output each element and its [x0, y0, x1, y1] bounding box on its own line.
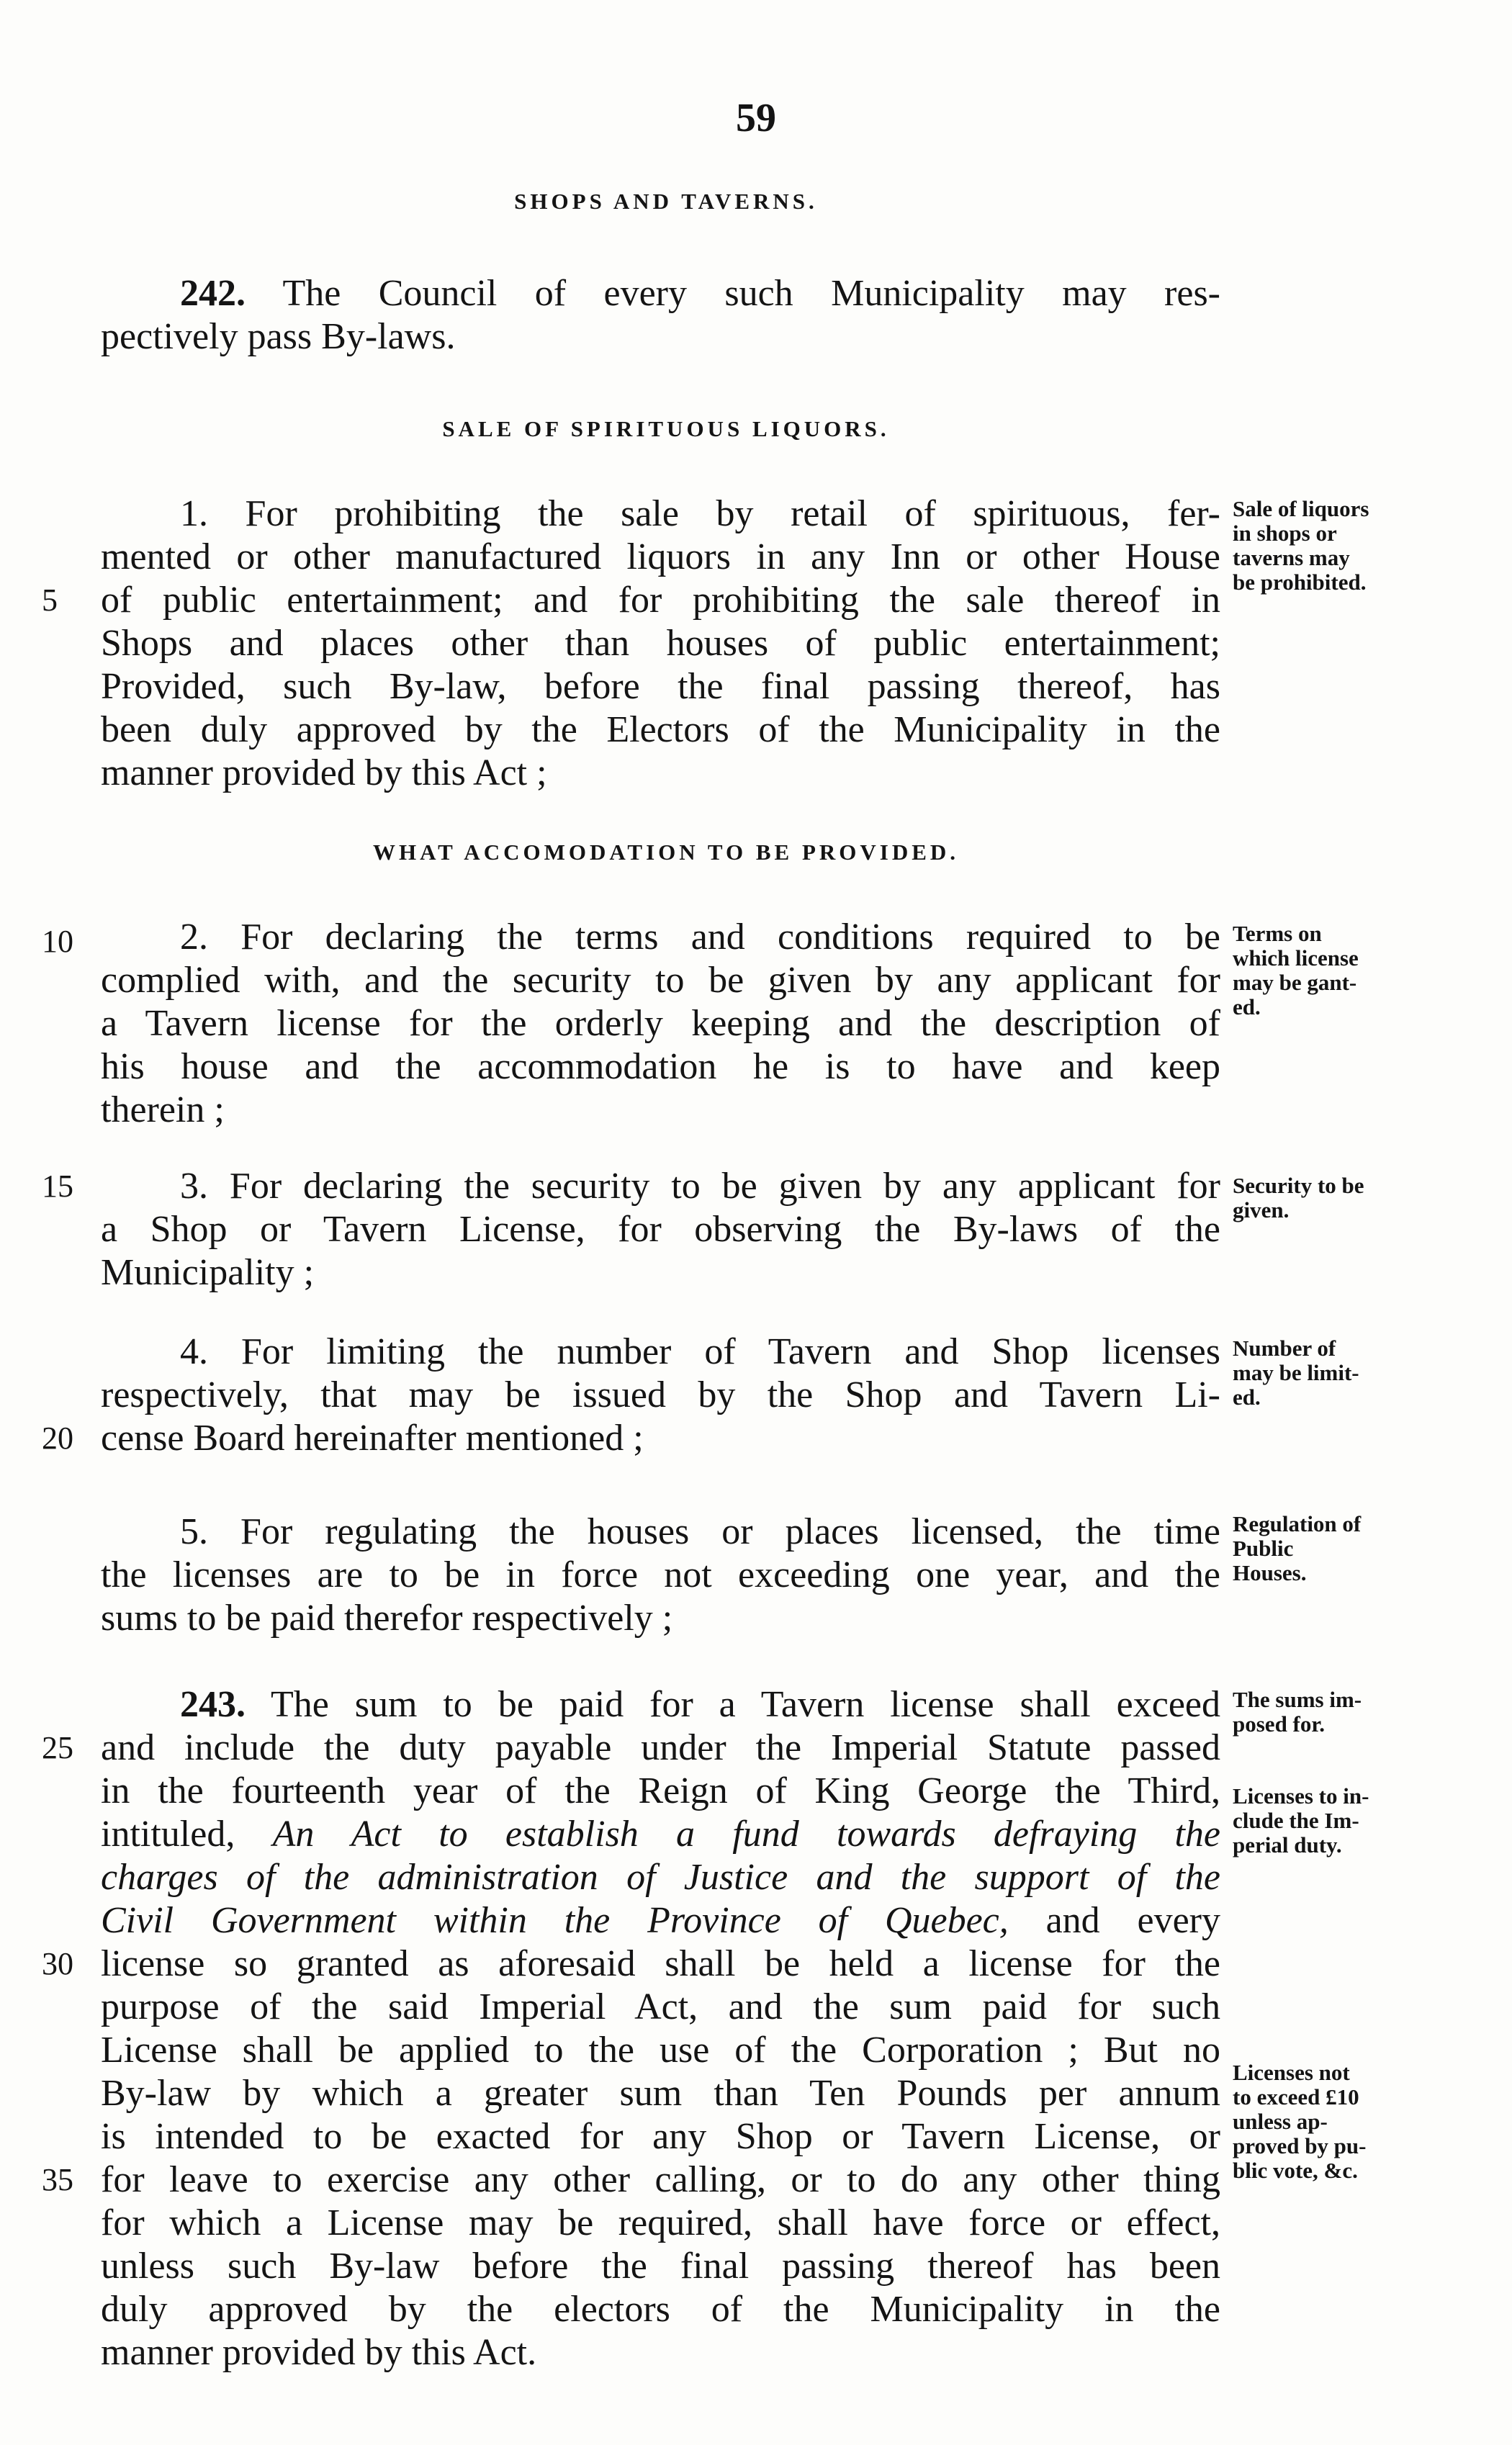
section-heading-sale-of-spirituous-liquors: SALE OF SPIRITUOUS LIQUORS. — [442, 416, 890, 441]
clause-3 — [101, 1165, 1220, 1294]
line-number: 5 — [42, 582, 58, 618]
text-line: 242. The Council of every such Municipality may res- — [180, 273, 1220, 314]
paragraph-242 — [101, 272, 1220, 359]
line-number: 15 — [42, 1169, 73, 1204]
clause-number: 2. — [180, 917, 208, 958]
line-number: 30 — [42, 1946, 73, 1981]
clause-2 — [101, 916, 1220, 1132]
clause-5 — [101, 1510, 1220, 1640]
text-line: manner provided by this Act. — [101, 2332, 537, 2373]
line-number: 10 — [42, 924, 73, 959]
line-number: 20 — [42, 1420, 73, 1456]
text-line: Provided, such By-law, before the final passing thereof, has — [101, 666, 1220, 707]
text-line: By-law by which a greater sum than Ten Pounds per annum — [101, 2073, 1220, 2114]
statute-title: Civil Government within the Province of Quebec, — [101, 1900, 1009, 1941]
text-line: Municipality ; — [101, 1252, 315, 1293]
text-line: 3. For declaring the security to be given by any applicant for — [180, 1166, 1220, 1207]
margin-note-sale-of-liquors: Sale of liquors in shops or taverns may be prohibited. — [1233, 496, 1369, 595]
section-heading-shops-and-taverns: SHOPS AND TAVERNS. — [514, 189, 818, 214]
margin-note-regulation-of-public-houses: Regulation of Public Houses. — [1233, 1511, 1362, 1585]
clause-number: 4. — [180, 1331, 208, 1372]
margin-note-terms-on-which-license: Terms on which license may be gant- ed. — [1233, 921, 1359, 1019]
clause-number: 3. — [180, 1166, 208, 1207]
text-line: therein ; — [101, 1089, 225, 1130]
text-line: mented or other manufactured liquors in any Inn or other House — [101, 536, 1220, 577]
text-line: for which a License may be required, shall have force or effect, — [101, 2202, 1220, 2243]
statute-title: charges of the administration of Justice and the support of the — [101, 1857, 1220, 1898]
text-line: Civil Government within the Province of Quebec, and every — [101, 1900, 1220, 1941]
text-line: sums to be paid therefor respectively ; — [101, 1598, 673, 1639]
text-line: and include the duty payable under the Imperial Statute passed — [101, 1727, 1220, 1768]
section-heading-what-accomodation: WHAT ACCOMODATION TO BE PROVIDED. — [372, 839, 960, 865]
text-line: a Shop or Tavern License, for observing the By-laws of the — [101, 1209, 1220, 1250]
clause-number: 5. — [180, 1511, 208, 1552]
text-line: pectively pass By-laws. — [101, 316, 456, 357]
text-line: 2. For declaring the terms and conditions required to be — [180, 917, 1220, 958]
statute-title: An Act to establish a fund towards defraying the — [272, 1814, 1221, 1855]
text-line — [101, 1856, 1220, 1899]
text-line: of public entertainment; and for prohibiting the sale thereof in — [101, 580, 1220, 621]
section-number: 243. — [180, 1684, 246, 1725]
text-line: License shall be applied to the use of the Corporation ; But no — [101, 2030, 1220, 2071]
paragraph-243 — [101, 1683, 1220, 2374]
text-line: the licenses are to be in force not exceeding one year, and the — [101, 1554, 1220, 1595]
text-line: cense Board hereinafter mentioned ; — [101, 1418, 644, 1459]
text-line: intituled, An Act to establish a fund towards defraying the — [101, 1814, 1221, 1855]
text-line: unless such By-law before the final passing thereof has been — [101, 2246, 1220, 2287]
text-line: manner provided by this Act ; — [101, 752, 547, 793]
text-line: complied with, and the security to be given by any applicant for — [101, 960, 1220, 1001]
section-number: 242. — [180, 273, 246, 314]
text-line: is intended to be exacted for any Shop or Tavern License, or — [101, 2116, 1220, 2157]
text-line: for leave to exercise any other calling, or to do any other thing — [101, 2159, 1220, 2200]
text-line: purpose of the said Imperial Act, and the sum paid for such — [101, 1986, 1220, 2027]
text-line: in the fourteenth year of the Reign of King George the Third, — [101, 1770, 1220, 1811]
clause-4 — [101, 1330, 1220, 1460]
clause-number: 1. — [180, 493, 208, 534]
text-line: duly approved by the electors of the Municipality in the — [101, 2289, 1220, 2330]
text-line: 1. For prohibiting the sale by retail of spirituous, fer- — [180, 493, 1220, 534]
text-line: 4. For limiting the number of Tavern and Shop licenses — [180, 1331, 1220, 1372]
text-line: been duly approved by the Electors of the Municipality in the — [101, 709, 1220, 750]
line-number: 35 — [42, 2162, 73, 2197]
margin-note-sums-imposed-for: The sums im- posed for. — [1233, 1687, 1362, 1737]
clause-1 — [101, 492, 1220, 795]
margin-note-licenses-not-to-exceed: Licenses not to exceed £10 unless ap- proved by pu- blic vote, &c. — [1233, 2060, 1367, 2183]
text-line: 243. The sum to be paid for a Tavern license shall exceed — [180, 1684, 1220, 1725]
text-line: Shops and places other than houses of public entertainment; — [101, 623, 1220, 664]
text-line: respectively, that may be issued by the Shop and Tavern Li- — [101, 1374, 1220, 1415]
page-number: 59 — [736, 96, 776, 140]
text-line: his house and the accommodation he is to have and keep — [101, 1046, 1220, 1087]
margin-note-licenses-include-imperial-duty: Licenses to in- clude the Im- perial duty. — [1233, 1783, 1369, 1858]
text-line: license so granted as aforesaid shall be held a license for the — [101, 1943, 1220, 1984]
text-line: a Tavern license for the orderly keeping and the description of — [101, 1003, 1220, 1044]
margin-note-security-to-be-given: Security to be given. — [1233, 1173, 1364, 1222]
text-line: 5. For regulating the houses or places licensed, the time — [180, 1511, 1220, 1552]
line-number: 25 — [42, 1730, 73, 1765]
margin-note-number-of: Number of may be limit- ed. — [1233, 1336, 1359, 1410]
